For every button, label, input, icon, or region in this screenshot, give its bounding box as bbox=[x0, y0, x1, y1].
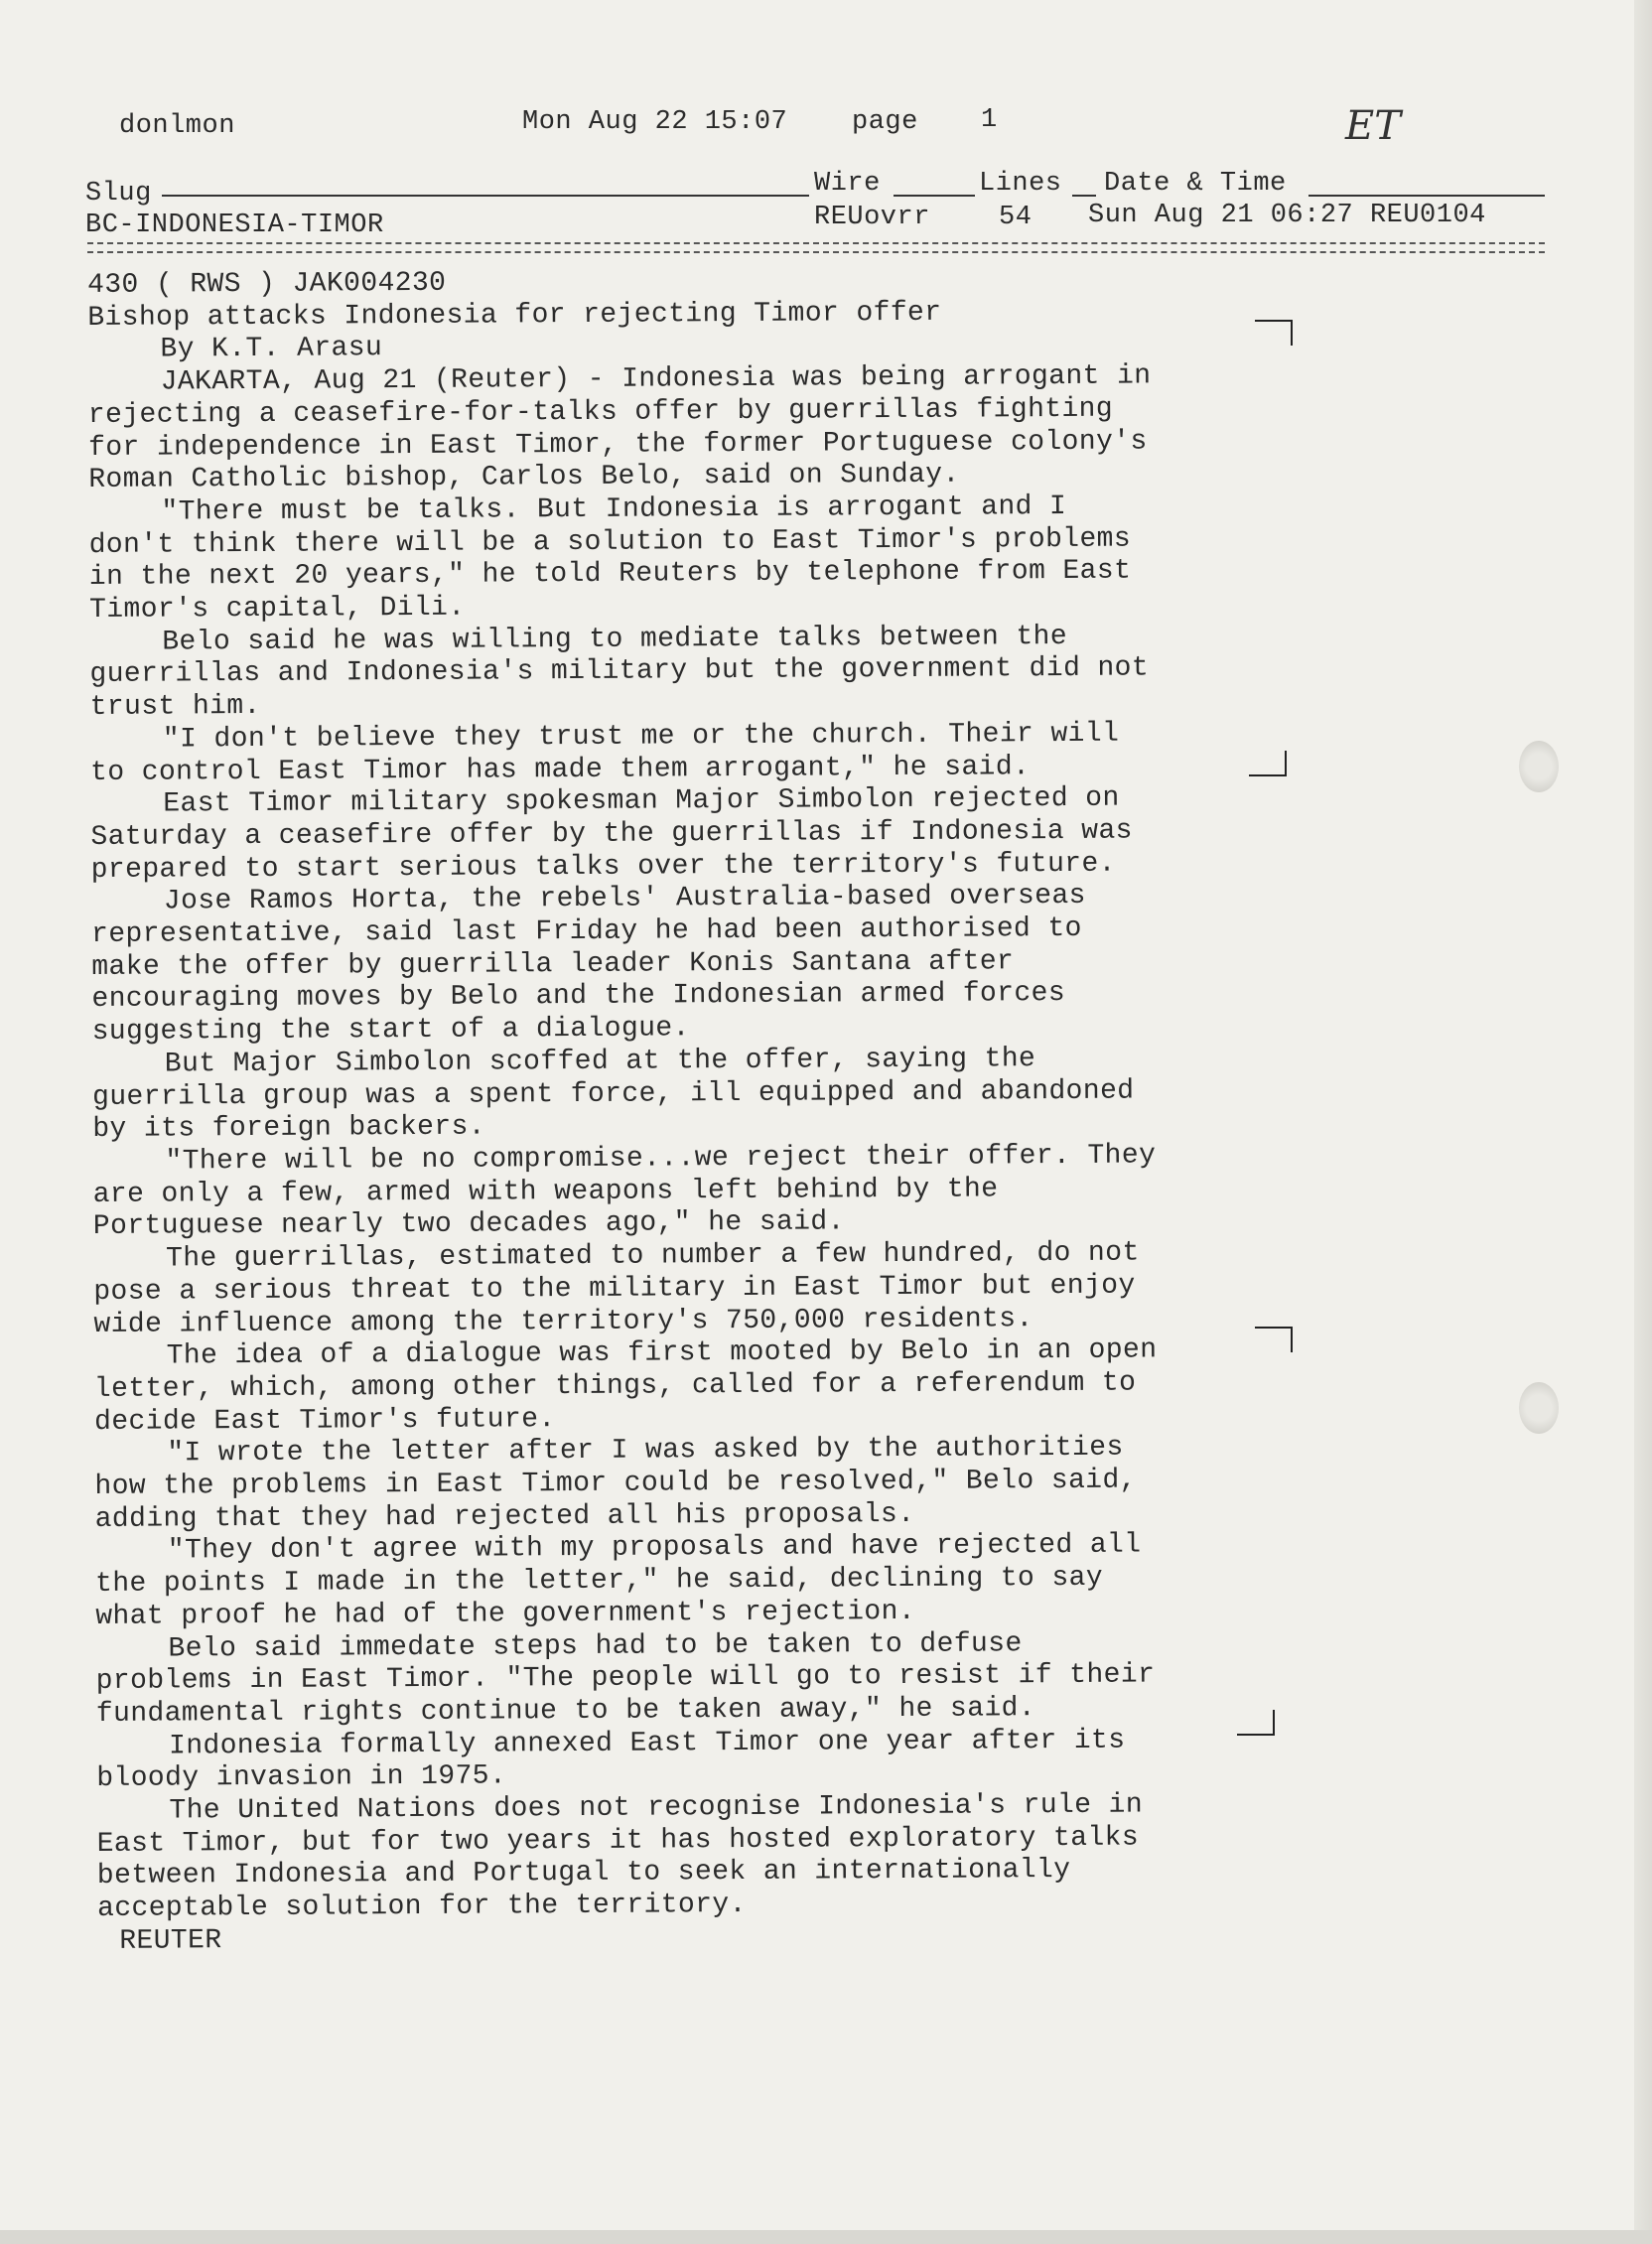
punch-hole bbox=[1519, 741, 1559, 792]
story-line: don't think there will be a solution to East Timor's problems bbox=[88, 523, 1132, 561]
story-line: East Timor military spokesman Major Simbolon rejected on bbox=[163, 782, 1120, 820]
wire-value: REUovrr bbox=[814, 203, 930, 232]
slug-label: Slug bbox=[85, 179, 152, 209]
bracket-mark-open bbox=[1255, 320, 1293, 346]
story-line: 430 ( RWS ) JAK004230 bbox=[87, 267, 447, 301]
story-line: "There will be no compromise...we reject their offer. They bbox=[165, 1140, 1157, 1178]
story-line: "There must be talks. But Indonesia is arrogant and I bbox=[161, 491, 1067, 528]
story-line: "I wrote the letter after I was asked by the authorities bbox=[167, 1432, 1124, 1470]
story-line: Saturday a ceasefire offer by the guerrillas if Indonesia was bbox=[90, 815, 1133, 853]
story-line: Roman Catholic bishop, Carlos Belo, said on Sunday. bbox=[88, 459, 960, 496]
punch-hole bbox=[1519, 1382, 1559, 1434]
story-byline: By K.T. Arasu bbox=[160, 333, 383, 365]
story-signoff: REUTER bbox=[119, 1925, 222, 1957]
story-line: Indonesia formally annexed East Timor one year after its bbox=[168, 1725, 1126, 1762]
story-line: adding that they had rejected all his proposals. bbox=[94, 1498, 915, 1535]
bracket-mark-close bbox=[1249, 751, 1287, 776]
story-line: The guerrillas, estimated to number a few hundred, do not bbox=[165, 1237, 1140, 1275]
datetime-underline bbox=[1308, 195, 1545, 197]
header-user: donlmon bbox=[119, 111, 235, 141]
story-line: by its foreign backers. bbox=[92, 1111, 486, 1146]
story-line: encouraging moves by Belo and the Indonesian armed forces bbox=[91, 978, 1066, 1016]
page-edge-shadow bbox=[1634, 0, 1652, 2244]
story-line: East Timor, but for two years it has hosted exploratory talks bbox=[96, 1822, 1140, 1860]
story-line: problems in East Timor. "The people will go to resist if their bbox=[95, 1659, 1156, 1698]
page-bottom-edge bbox=[0, 2230, 1652, 2244]
story-line: But Major Simbolon scoffed at the offer, saying the bbox=[164, 1044, 1036, 1080]
header-page-label: page bbox=[852, 107, 918, 137]
story-line: Belo said immedate steps had to be taken to defuse bbox=[168, 1627, 1023, 1665]
story-line: Jose Ramos Horta, the rebels' Australia-based overseas bbox=[163, 881, 1086, 917]
story-line: how the problems in East Timor could be resolved," Belo said, bbox=[94, 1465, 1137, 1502]
header-divider bbox=[87, 242, 1545, 253]
story-line: to control East Timor has made them arrogant," he said. bbox=[89, 751, 1031, 788]
wire-underline bbox=[894, 195, 975, 197]
story-line: The United Nations does not recognise Indonesia's rule in bbox=[169, 1789, 1144, 1827]
story-line: rejecting a ceasefire-for-talks offer by guerrillas fighting bbox=[87, 393, 1114, 431]
bracket-mark-close bbox=[1237, 1710, 1275, 1736]
story-line: bloody invasion in 1975. bbox=[96, 1760, 507, 1795]
wire-label: Wire bbox=[814, 169, 881, 199]
story-line: "They don't agree with my proposals and have rejected all bbox=[167, 1529, 1142, 1567]
story-line: fundamental rights continue to be taken away," he said. bbox=[95, 1693, 1036, 1730]
lines-value: 54 bbox=[999, 203, 1032, 232]
story-line: Timor's capital, Dili. bbox=[88, 592, 466, 627]
story-line: in the next 20 years," he told Reuters by telephone from East bbox=[88, 555, 1132, 594]
handwritten-note: ET bbox=[1345, 103, 1401, 149]
story-line: acceptable solution for the territory. bbox=[96, 1890, 747, 1925]
story-line: pose a serious threat to the military in East Timor but enjoy bbox=[93, 1270, 1136, 1308]
story-line: between Indonesia and Portugal to seek an internationally bbox=[96, 1855, 1071, 1893]
datetime-value: Sun Aug 21 06:27 REU0104 bbox=[1088, 201, 1486, 230]
datetime-label: Date & Time bbox=[1104, 169, 1287, 199]
story-line: suggesting the start of a dialogue. bbox=[91, 1013, 690, 1049]
lines-underline bbox=[1072, 195, 1096, 197]
story-line: representative, said last Friday he had been authorised to bbox=[90, 912, 1082, 951]
story-line: JAKARTA, Aug 21 (Reuter) - Indonesia was being arrogant in bbox=[160, 360, 1152, 398]
story-line: what proof he had of the government's rejection. bbox=[95, 1596, 916, 1632]
story-body bbox=[87, 263, 1269, 1959]
story-line: The idea of a dialogue was first mooted by Belo in an open bbox=[166, 1334, 1158, 1372]
header-page-number: 1 bbox=[981, 105, 998, 135]
story-line: the points I made in the letter," he said, declining to say bbox=[94, 1562, 1104, 1601]
bracket-mark-open bbox=[1255, 1327, 1293, 1352]
story-headline: Bishop attacks Indonesia for rejecting Timor offer bbox=[87, 297, 942, 334]
slug-underline bbox=[162, 195, 809, 197]
story-line: for independence in East Timor, the former Portuguese colony's bbox=[87, 425, 1148, 464]
story-line: "I don't believe they trust me or the church. Their will bbox=[162, 718, 1120, 756]
story-line: prepared to start serious talks over the territory's future. bbox=[90, 848, 1116, 886]
story-line: make the offer by guerrilla leader Konis Santana after bbox=[91, 946, 1015, 983]
story-line: trust him. bbox=[89, 691, 261, 724]
story-line: letter, which, among other things, called for a referendum to bbox=[93, 1367, 1137, 1405]
story-line: Belo said he was willing to mediate talks between the bbox=[162, 621, 1068, 658]
story-line: decide East Timor's future. bbox=[93, 1403, 556, 1438]
lines-label: Lines bbox=[979, 169, 1062, 199]
slug-value: BC-INDONESIA-TIMOR bbox=[85, 210, 384, 240]
story-line: guerrillas and Indonesia's military but the government did not bbox=[89, 652, 1150, 691]
story-line: guerrilla group was a spent force, ill equipped and abandoned bbox=[91, 1075, 1135, 1113]
story-line: Portuguese nearly two decades ago," he said. bbox=[92, 1206, 845, 1243]
header-datetime: Mon Aug 22 15:07 bbox=[522, 107, 788, 137]
story-line: wide influence among the territory's 750,000 residents. bbox=[93, 1303, 1033, 1340]
story-line: are only a few, armed with weapons left behind by the bbox=[92, 1174, 999, 1210]
